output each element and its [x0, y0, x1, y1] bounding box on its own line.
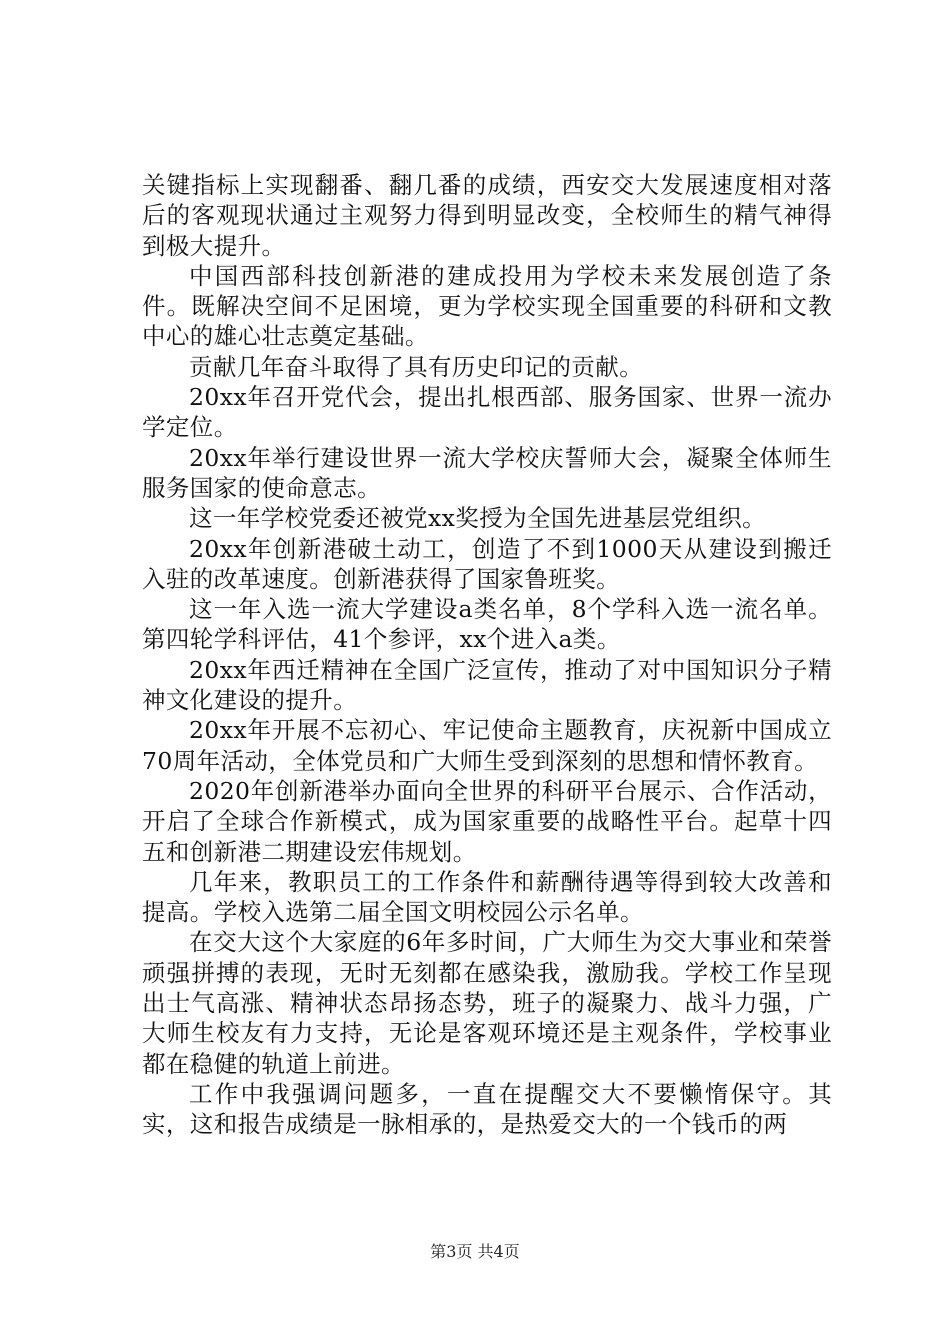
paragraph: 贡献几年奋斗取得了具有历史印记的贡献。 — [189, 352, 644, 381]
paragraph: 在交大这个大家庭的6年多时间，广大师生为交大事业和荣誉顽强拼搏的表现，无时无刻都在感染我，激励我。学校工作呈现出士气高涨、精神状态昂扬态势，班子的凝聚力、战斗力强，广大师生校友有力支持，无论是客观环境还是主观条件，学校事业都在稳健的轨道上前进。 — [142, 928, 832, 1078]
paragraph: 20xx年举行建设世界一流大学校庆誓师大会，凝聚全体师生服务国家的使命意志。 — [142, 443, 832, 502]
paragraph: 这一年学校党委还被党xx奖授为全国先进基层党组织。 — [189, 504, 767, 533]
paragraph: 20xx年开展不忘初心、牢记使命主题教育，庆祝新中国成立70周年活动，全体党员和广大师生受到深刻的思想和情怀教育。 — [142, 716, 832, 775]
paragraph: 中国西部科技创新港的建成投用为学校未来发展创造了条件。既解决空间不足困境，更为学校实现全国重要的科研和文教中心的雄心壮志奠定基础。 — [142, 261, 832, 351]
paragraph-continued: 关键指标上实现翻番、翻几番的成绩，西安交大发展速度相对落后的客观现状通过主观努力得到明显改变，全校师生的精气神得到极大提升。 — [142, 171, 832, 260]
paragraph: 20xx年召开党代会，提出扎根西部、服务国家、世界一流办学定位。 — [142, 383, 832, 442]
document-body — [142, 170, 832, 1140]
paragraph: 工作中我强调问题多，一直在提醒交大不要懒惰保守。其实，这和报告成绩是一脉相承的，是热爱交大的一个钱币的两 — [142, 1079, 832, 1139]
paragraph: 这一年入选一流大学建设a类名单，8个学科入选一流名单。第四轮学科评估，41个参评，xx个进入a类。 — [142, 595, 832, 654]
paragraph: 20xx年创新港破土动工，创造了不到1000天从建设到搬迁入驻的改革速度。创新港获得了国家鲁班奖。 — [142, 534, 832, 593]
paragraph: 几年来，教职员工的工作条件和薪酬待遇等得到较大改善和提高。学校入选第二届全国文明校园公示名单。 — [142, 867, 832, 927]
page-number-footer: 第3页 共4页 — [430, 1242, 520, 1261]
paragraph: 2020年创新港举办面向全世界的科研平台展示、合作活动，开启了全球合作新模式，成为国家重要的战略性平台。起草十四五和创新港二期建设宏伟规划。 — [142, 776, 832, 866]
paragraph: 20xx年西迁精神在全国广泛宣传，推动了对中国知识分子精神文化建设的提升。 — [142, 655, 832, 715]
